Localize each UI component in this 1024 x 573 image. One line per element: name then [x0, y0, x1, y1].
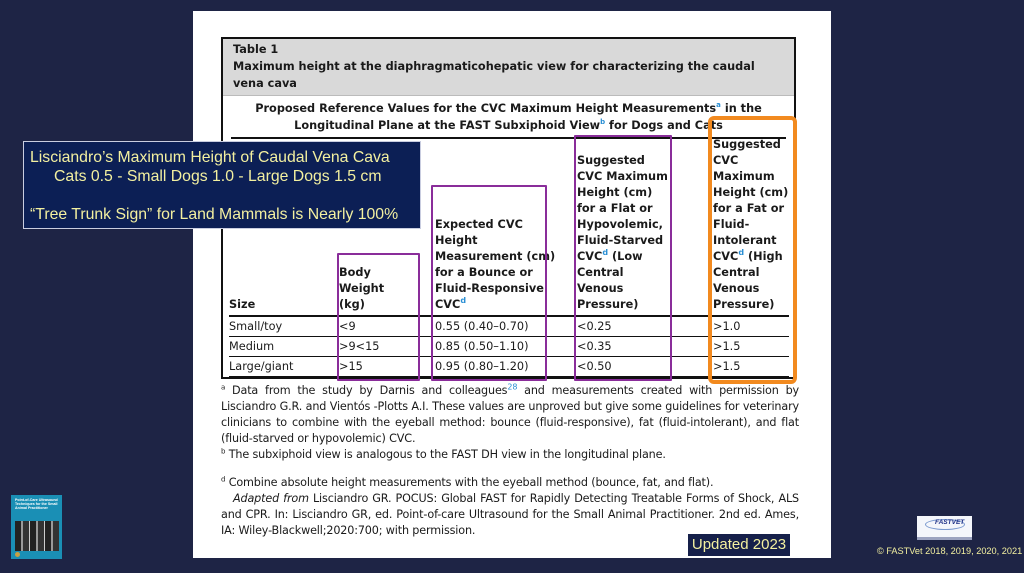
footnote-a: $^a$ Data from the study by Darnis and colleagues$^{28}$ and measurements created with permission by Lisciandro G.R. and Vientós -Plotts A.I. These values are unproved but give some guidelines for veterinary clinicians to combine with the eyeball method: bounce (fluid-responsive), fat (fluid-intolerant), and flat (fluid-starved or hypovolemic) CVC. [221, 382, 799, 445]
copyright-notice: © FASTVet 2018, 2019, 2020, 2021 [877, 546, 1023, 556]
updated-badge: Updated 2023 [688, 534, 790, 556]
highlight-box-flat-cvc [574, 135, 672, 381]
table-footnotes [221, 383, 799, 539]
cell-body-weight: >15 [339, 357, 435, 378]
cell-fat-cvc: >1.5 [713, 357, 789, 378]
callout-line-3: “Tree Trunk Sign” for Land Mammals is Nearly 100% [30, 206, 399, 223]
table-caption-text: Maximum height at the diaphragmaticohepatic view for characterizing the caudal vena cava [233, 60, 755, 90]
footnote-ref-b: b [600, 118, 606, 127]
cell-size: Small/toy [229, 316, 339, 337]
footnote-ref-d: d [460, 296, 467, 306]
logo-text: FASTVET [935, 519, 965, 526]
book-cover-title: Point-of-Care Ultrasound Techniques for the Small Animal Practitioner [15, 498, 58, 511]
footnote-ref-d: d [602, 248, 609, 258]
cell-flat-cvc: <0.25 [577, 316, 713, 337]
callout-line-2: Cats 0.5 - Small Dogs 1.0 - Large Dogs 1.5 cm [54, 168, 382, 185]
book-cover-seal-icon [15, 552, 20, 557]
cell-expected-cvc: 0.55 (0.40–0.70) [435, 316, 577, 337]
table-label: Table 1 [233, 43, 279, 56]
cell-body-weight: >9<15 [339, 337, 435, 357]
cell-body-weight: <9 [339, 316, 435, 337]
subtitle-text: for Dogs and Cats [605, 119, 723, 132]
highlight-box-expected-cvc [431, 185, 547, 381]
footnote-ref-a: a [716, 101, 721, 110]
fastvet-logo [917, 516, 972, 540]
callout-line-1: Lisciandro’s Maximum Height of Caudal Vena Cava [30, 149, 390, 166]
cell-size: Large/giant [229, 357, 339, 378]
cell-fat-cvc: >1.5 [713, 337, 789, 357]
column-header-size: Size [229, 117, 339, 316]
subtitle-text: in the Longitudinal Plane at the FAST Subxiphoid View [294, 102, 762, 132]
citation-ref-28: 28 [507, 382, 518, 392]
cell-flat-cvc: <0.50 [577, 357, 713, 378]
column-header-fat-cvc: Suggested CVC Maximum Height (cm) for a Fat or Fluid-Intolerant CVC$^d$ (High Central Venous Pressure) [713, 117, 789, 316]
cell-flat-cvc: <0.35 [577, 337, 713, 357]
column-header-expected-cvc: Expected CVC Height Measurement (cm) for a Bounce or Fluid-Responsive CVC$^d$ [435, 117, 577, 316]
table-caption [223, 39, 794, 96]
highlight-box-body-weight [337, 253, 420, 381]
footnote-ref-d: d [738, 248, 745, 258]
cell-expected-cvc: 0.85 (0.50–1.10) [435, 337, 577, 357]
callout-box [23, 141, 421, 229]
subtitle-text: Proposed Reference Values for the CVC Maximum Height Measurements [255, 102, 717, 115]
column-header-flat-cvc: Suggested CVC Maximum Height (cm) for a Flat or Hypovolemic, Fluid-Starved CVC$^d$ (Low Central Venous Pressure) [577, 117, 713, 316]
column-header-body-weight: Body Weight (kg) [339, 117, 435, 316]
cell-fat-cvc: >1.0 [713, 316, 789, 337]
footnote-b: $^b$ The subxiphoid view is analogous to the FAST DH view in the longitudinal plane. [221, 447, 666, 461]
book-cover-ultrasound-images [15, 521, 59, 551]
highlight-box-fat-cvc [708, 116, 797, 384]
book-cover-image [11, 495, 62, 559]
footnote-d: $^d$ Combine absolute height measurements with the eyeball method (bounce, fat, and flat). [221, 475, 714, 489]
adapted-from-citation: Adapted from Lisciandro GR. POCUS: Global FAST for Rapidly Detecting Treatable Forms of Shock, ALS and CPR. In: Lisciandro GR, ed. Point-of-care Ultrasound for the Small Animal Practitioner. 2nd ed. Ames, IA: Wiley-Blackwell;2020:700; with permission. [221, 492, 799, 537]
cell-size: Medium [229, 337, 339, 357]
cell-expected-cvc: 0.95 (0.80–1.20) [435, 357, 577, 378]
